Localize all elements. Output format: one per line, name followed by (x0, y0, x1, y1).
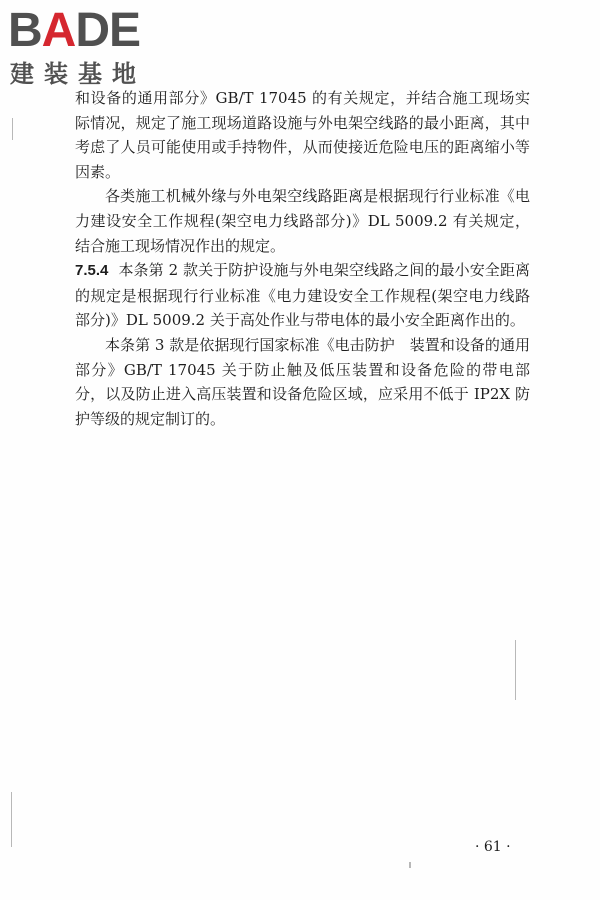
logo-letters-de: DE (75, 4, 141, 57)
bade-logo (8, 6, 178, 88)
logo-wordmark (8, 6, 140, 56)
scan-mark (11, 792, 12, 847)
logo-letter-a: A (41, 4, 76, 57)
logo-subtitle: 建装基地 (10, 60, 146, 88)
continuation-paragraph: 和设备的通用部分》GB/T 17045 的有关规定，并结合施工现场实际情况，规定了施工现场道路设施与外电架空线路的最小距离，其中考虑了人员可能使用或手持物件，从而使接近危险电压的距离缩小等因素。 (75, 89, 530, 181)
page-number: · 61 · (475, 839, 511, 855)
paragraph-ip2x-protection: 本条第 3 款是依据现行国家标准《电击防护 装置和设备的通用部分》GB/T 17045 关于防止触及低压装置和设备危险的带电部分，以及防止进入高压装置和设备危险区域，应采用不低于 IP2X 防护等级的规定制订的。 (75, 335, 530, 428)
logo-letter-b: B (8, 4, 42, 57)
scan-mark (12, 118, 13, 140)
clause-text: 本条第 2 款关于防护设施与外电架空线路之间的最小安全距离的规定是根据现行行业标准《电力建设安全工作规程(架空电力线路部分)》DL 5009.2 关于高处作业与带电体的最小安全距离作出的。 (75, 261, 530, 330)
clause-7-5-4 (75, 258, 530, 333)
scan-mark (515, 640, 516, 700)
clause-number: 7.5.4 (75, 262, 109, 280)
document-body (75, 86, 530, 431)
paragraph-machinery-distance: 各类施工机械外缘与外电架空线路距离是根据现行行业标准《电力建设安全工作规程(架空电力线路部分)》DL 5009.2 有关规定，结合施工现场情况作出的规定。 (75, 187, 530, 255)
scan-mark (409, 862, 411, 868)
